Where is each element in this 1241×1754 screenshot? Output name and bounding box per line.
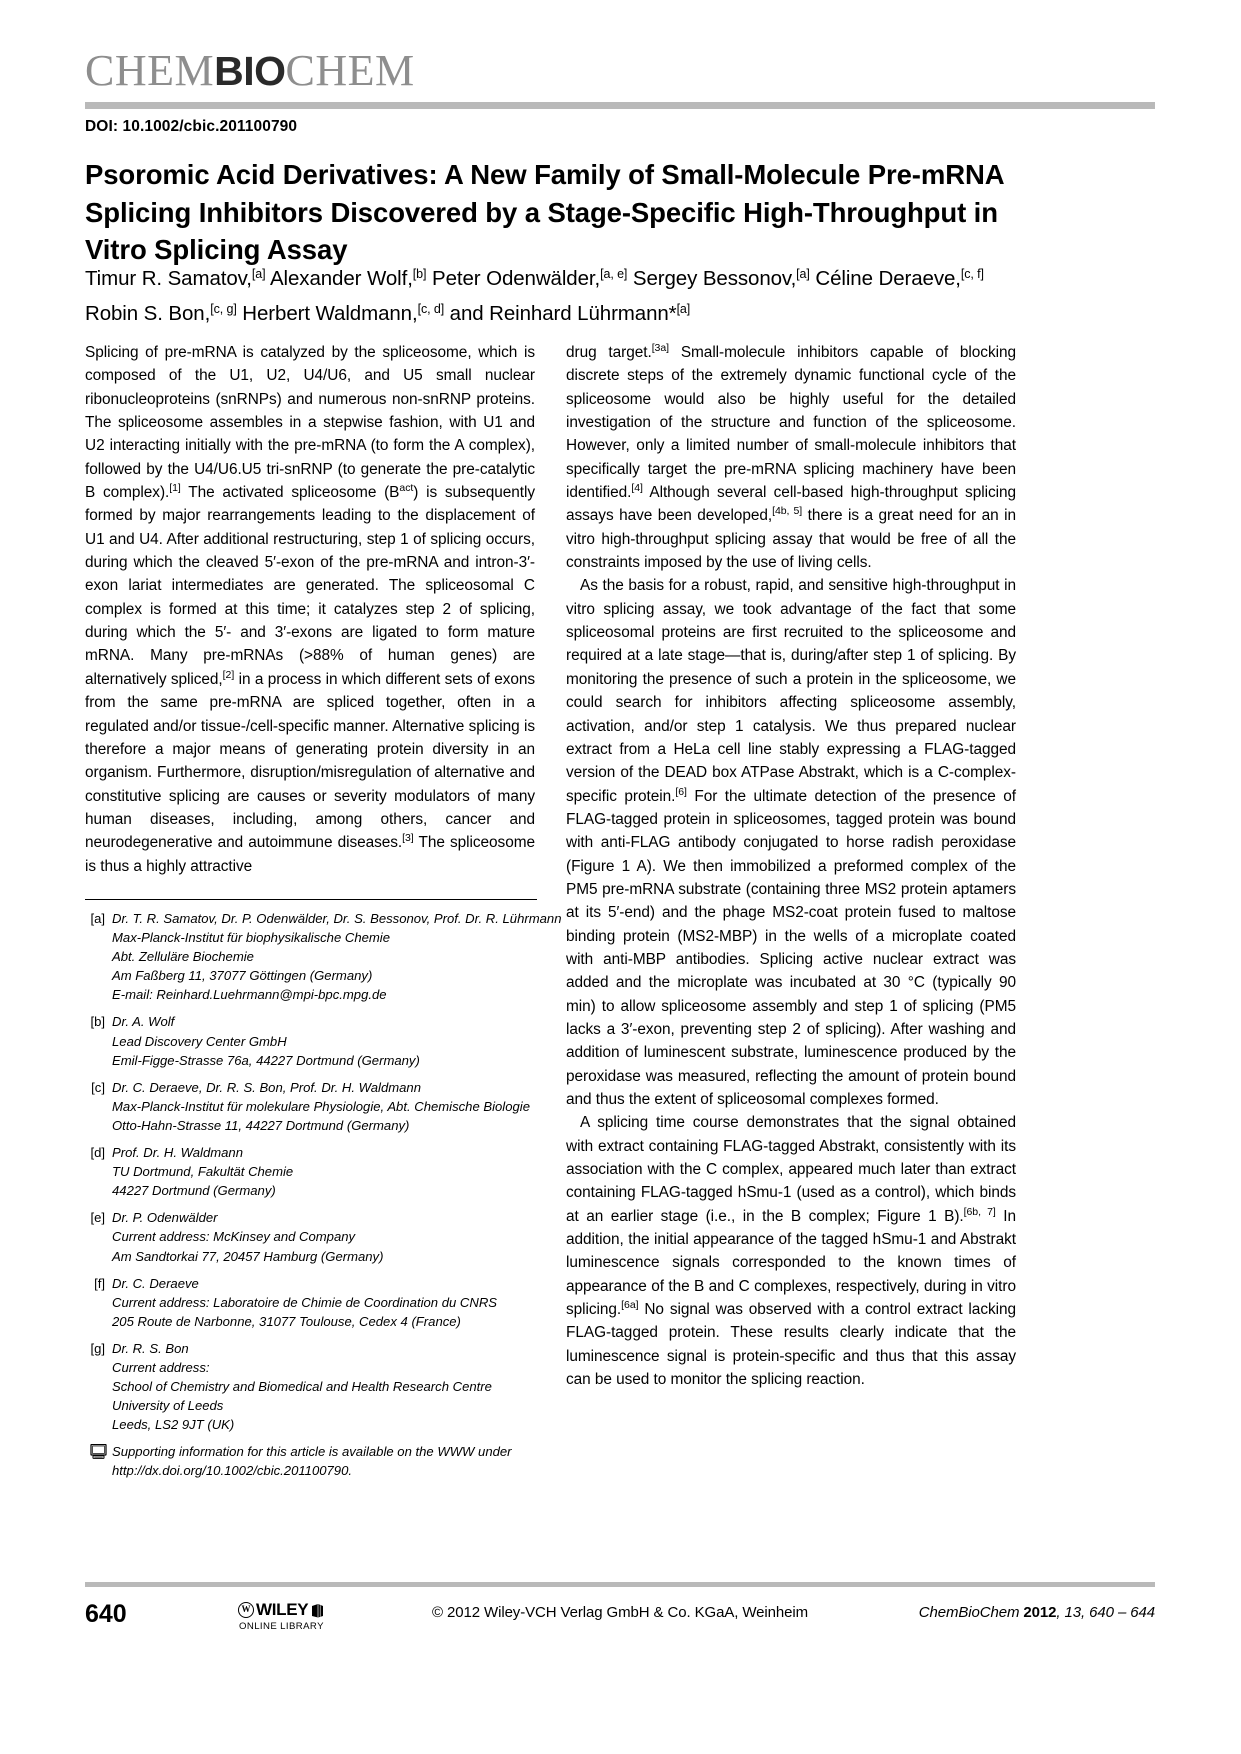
affiliation-c (85, 1078, 537, 1135)
affiliation-line: Current address: McKinsey and Company (112, 1229, 356, 1245)
citation-year: 2012 (1023, 1604, 1057, 1621)
doi-line: DOI: 10.1002/cbic.201100790 (85, 118, 298, 135)
affiliation-tag: [f] (94, 1275, 105, 1291)
affiliation-line: Dr. C. Deraeve, Dr. R. S. Bon, Prof. Dr. H. Waldmann (112, 1079, 422, 1095)
wiley-online-library-logo[interactable] (238, 1600, 358, 1632)
logo-part-chem1: CHEM (85, 46, 215, 95)
affiliation-line: 205 Route de Narbonne, 31077 Toulouse, Cedex 4 (France) (112, 1313, 461, 1329)
affiliation-lines (112, 909, 561, 1004)
citation-pages: , 13, 640 – 644 (1056, 1604, 1155, 1621)
body-column-left (85, 341, 535, 878)
paragraph-right-1: drug target.[3a] Small-molecule inhibitors capable of blocking discrete steps of the extremely dynamic functional cycle of the spliceosome would also be highly useful for the detailed investigation of the structure and function of the spliceosome. However, only a limited number of small-molecule inhibitors that specifically target the pre-mRNA splicing machinery have been identified.[4] Although several cell-based high-throughput splicing assays have been developed,[4b, 5] there is a great need for an in vitro high-throughput splicing assay that would be free of all the constraints imposed by the use of living cells. (566, 342, 1016, 572)
monitor-icon (85, 1442, 112, 1480)
books-icon (310, 1603, 325, 1618)
affiliation-line: Current address: Laboratoire de Chimie de Coordination du CNRS (112, 1294, 498, 1310)
affiliation-line: Dr. P. Odenwälder (112, 1210, 218, 1226)
journal-masthead (85, 46, 1155, 109)
affiliation-line: 44227 Dortmund (Germany) (112, 1183, 276, 1199)
affiliation-line: TU Dortmund, Fakultät Chemie (112, 1164, 294, 1180)
citation-line (919, 1604, 1155, 1621)
affiliation-line: Abt. Zelluläre Biochemie (112, 949, 254, 965)
affiliation-e (85, 1208, 537, 1265)
copyright-notice: © 2012 Wiley-VCH Verlag GmbH & Co. KGaA, Weinheim (431, 1604, 808, 1621)
affiliation-lines (112, 1339, 537, 1434)
affiliation-d (85, 1143, 537, 1200)
paragraph-left-1: Splicing of pre-mRNA is catalyzed by the spliceosome, which is composed of the U1, U2, U4/U6, and U5 small nuclear ribonucleoproteins (snRNPs) and numerous non-snRNP proteins. The spliceosome assembles in a stepwise fashion, with U1 and U2 interacting initially with the pre-mRNA (to form the A complex), followed by the U4/U6.U5 tri-snRNP (to generate the pre-catalytic B complex).[1] The activated spliceosome $(B^{act})$ is subsequently formed by major rearrangements leading to the displacement of U1 and U4. After additional restructuring, step 1 of splicing occurs, during which the cleaved 5′-exon of the pre-mRNA and intron-3′-exon lariat intermediates are generated. The spliceosomal C complex is formed at this time; it catalyzes step 2 of splicing, during which the 5′- and 3′-exons are ligated to form mature mRNA. Many pre-mRNAs (>88% of human genes) are alternatively spliced,[2] in a process in which different sets of exons from the same pre-mRNA are spliced together, often in a regulated and/or tissue-/cell-specific manner. Alternative splicing is therefore a major means of generating protein diversity in an organism. Furthermore, disruption/misregulation of alternative and constitutive splicing are causes or severity modulators of many human diseases, including, among others, cancer and neurodegenerative and autoimmune diseases.[3] The spliceosome is thus a highly attractive (85, 344, 536, 875)
affiliation-f (85, 1274, 537, 1331)
logo-part-chem2: CHEM (285, 46, 415, 95)
affiliation-line: Max-Planck-Institut für biophysikalische Chemie (112, 930, 390, 946)
affiliation-block (85, 899, 562, 1481)
supporting-lines (112, 1442, 537, 1480)
masthead-divider (85, 102, 1155, 109)
page-number: 640 (85, 1600, 127, 1628)
wiley-logo-row (238, 1600, 358, 1620)
affiliation-line: Dr. C. Deraeve (112, 1275, 199, 1291)
paragraph-right-3: A splicing time course demonstrates that the signal obtained with extract containing FLAG-tagged Abstrakt, consistently with its association with the C complex, appeared much later than extract containing FLAG-tagged hSmu-1 (used as a control), which binds at an earlier stage (i.e., in the B complex; Figure 1 B).[6b, 7] In addition, the initial appearance of the tagged hSmu-1 and Abstrakt luminescence signals corresponded to the known times of appearance of the B and C complexes, respectively, during in vitro splicing.[6a] No signal was observed with a control extract lacking FLAG-tagged protein. These results clearly indicate that the luminescence signal is protein-specific and thus that this assay can be used to monitor the splicing reaction. (566, 1114, 1016, 1389)
affiliation-lines (112, 1143, 537, 1200)
affiliation-line: Emil-Figge-Strasse 76a, 44227 Dortmund (Germany) (112, 1052, 420, 1068)
affiliation-line: Otto-Hahn-Strasse 11, 44227 Dortmund (Germany) (112, 1117, 410, 1133)
author-list (85, 259, 1045, 329)
page-title: Psoromic Acid Derivatives: A New Family of Small-Molecule Pre-mRNA Splicing Inhibitors Discovered by a Stage-Specific High-Throughput in Vitro Splicing Assay (85, 159, 1004, 266)
affiliation-line: Leeds, LS2 9JT (UK) (112, 1417, 235, 1433)
affiliation-tag: [a] (90, 911, 105, 926)
affiliation-tag: [e] (90, 1210, 105, 1226)
journal-logo (85, 46, 1155, 96)
affiliation-b (85, 1012, 537, 1069)
body-column-right (566, 341, 1016, 1391)
affiliation-line: Prof. Dr. H. Waldmann (112, 1145, 243, 1161)
affiliation-line: Am Faßberg 11, 37077 Göttingen (Germany) (112, 968, 373, 984)
author-line-1: Timur R. Samatov,[a] Alexander Wolf,[b] Peter Odenwälder,[a, e] Sergey Bessonov,[a] Céline Deraeve,[c, f] (85, 266, 984, 290)
affiliation-email[interactable]: E-mail: Reinhard.Luehrmann@mpi-bpc.mpg.de (112, 987, 387, 1003)
affiliation-lines (112, 1274, 537, 1331)
affiliation-a (85, 909, 562, 1004)
citation-journal: ChemBioChem (918, 1604, 1024, 1621)
affiliation-line: Current address: (112, 1359, 210, 1375)
affiliation-line: School of Chemistry and Biomedical and Health Research Centre (112, 1379, 492, 1395)
affiliation-lines (112, 1078, 537, 1135)
logo-part-bio: BIO (214, 48, 286, 94)
wiley-wordmark: WILEY (256, 1600, 309, 1619)
supporting-information (85, 1442, 537, 1480)
paragraph-right-2: As the basis for a robust, rapid, and sensitive high-throughput in vitro splicing assay, we took advantage of the fact that some spliceosomal proteins are first recruited to the spliceosome and required at a late stage—that is, during/after step 1 of splicing. By monitoring the presence of such a protein in the spliceosome, we could search for inhibitors affecting spliceosome assembly, activation, and/or step 1 catalysis. We thus prepared nuclear extract from a HeLa cell line stably expressing a FLAG-tagged version of the DEAD box ATPase Abstrakt, which is a C-complex-specific protein.[6] For the ultimate detection of the presence of FLAG-tagged protein in spliceosomes, tagged protein was bound with anti-FLAG antibody conjugated to horse radish peroxidase (Figure 1 A). We then immobilized a preformed complex of the PM5 pre-mRNA substrate (containing three MS2 protein aptamers at its 5′-end) and the phage MS2-coat protein fused to maltose binding protein (MS2-MBP) in the wells of a microplate coated with anti-MBP antibodies. Splicing active nuclear extract was added and the microplate was incubated at 30 °C (typically 90 min) to allow spliceosome assembly and step 1 of splicing (PM5 lacks a 3′-exon, preventing step 2 of splicing). After washing and addition of luminescent substrate, luminescence produced by the peroxidase was measured, reflecting the amount of protein bound and thus the extent of spliceosomal complexes formed. (566, 577, 1016, 1108)
affiliation-tag: [b] (90, 1014, 105, 1030)
affiliation-line: Max-Planck-Institut für molekulare Physiologie, Abt. Chemische Biologie (112, 1098, 530, 1114)
affiliation-divider (85, 899, 537, 900)
footer-divider (85, 1582, 1155, 1587)
wiley-tagline: ONLINE LIBRARY (239, 1621, 324, 1632)
affiliation-line: Lead Discovery Center GmbH (112, 1033, 287, 1049)
affiliation-line: Dr. R. S. Bon (112, 1340, 189, 1356)
author-line-2: Robin S. Bon,[c, g] Herbert Waldmann,[c, d] and Reinhard Lührmann*[a] (85, 301, 691, 325)
supporting-text: Supporting information for this article is available on the WWW under (112, 1444, 512, 1460)
affiliation-line: Dr. A. Wolf (112, 1014, 175, 1030)
affiliation-lines (112, 1208, 537, 1265)
affiliation-line: University of Leeds (112, 1398, 224, 1414)
supporting-link[interactable]: http://dx.doi.org/10.1002/cbic.201100790. (112, 1463, 352, 1479)
affiliation-tag: [g] (90, 1340, 105, 1356)
affiliation-tag: [c] (91, 1079, 105, 1095)
affiliation-lines (112, 1012, 537, 1069)
wiley-w-icon: W (238, 1602, 254, 1618)
affiliation-tag: [d] (90, 1145, 105, 1161)
affiliation-line: Am Sandtorkai 77, 20457 Hamburg (Germany) (112, 1248, 384, 1264)
affiliation-line: Dr. T. R. Samatov, Dr. P. Odenwälder, Dr. S. Bessonov, Prof. Dr. R. Lührmann (112, 911, 562, 926)
affiliation-g (85, 1339, 537, 1434)
page-footer (85, 1596, 1155, 1644)
